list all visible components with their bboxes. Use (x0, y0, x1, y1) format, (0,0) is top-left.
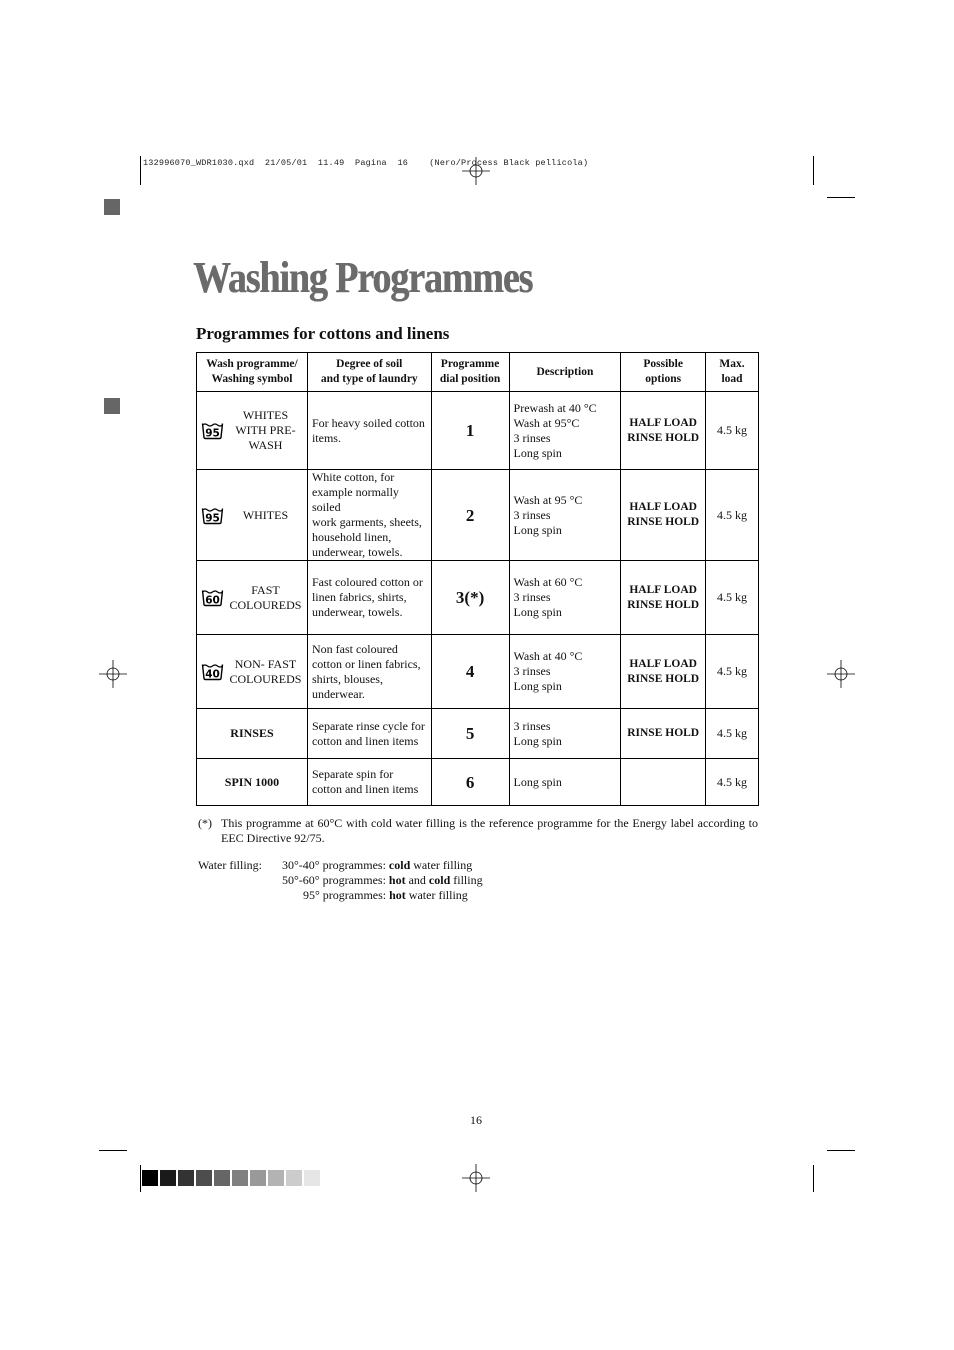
color-swatch (196, 1170, 212, 1186)
page-title: Washing Programmes (193, 253, 533, 302)
description-cell: Wash at 60 °C 3 rinses Long spin (509, 561, 621, 635)
footnote-mark: (*) (198, 816, 212, 830)
dial-position: 4 (431, 635, 509, 709)
dial-position: 3(*) (431, 561, 509, 635)
description-cell: 3 rinses Long spin (509, 709, 621, 759)
crop-mark (827, 197, 855, 198)
programmes-table (196, 352, 759, 806)
table-row (197, 635, 759, 709)
options-cell: RINSE HOLD (621, 709, 706, 759)
wash-cell (197, 635, 308, 709)
programme-name: SPIN 1000 (197, 759, 308, 806)
crop-mark (813, 156, 814, 185)
footnote-text: This programme at 60°C with cold water filling is the reference programme for the Energy label according to EEC Directive 92/75. (221, 816, 758, 845)
header-wash: Wash programme/ Washing symbol (197, 353, 308, 392)
color-swatch (232, 1170, 248, 1186)
wash-cell (197, 470, 308, 561)
crop-mark (813, 1165, 814, 1192)
water-filling-line: 30°-40° programmes: cold water filling (282, 858, 473, 872)
soil-cell: Non fast coloured cotton or linen fabrics, shirts, blouses, underwear. (307, 635, 431, 709)
water-filling-line: 50°-60° programmes: hot and cold filling (282, 873, 483, 887)
section-subtitle: Programmes for cottons and linens (196, 324, 450, 343)
programme-name: WHITES (242, 507, 289, 522)
header-dial: Programme dial position (431, 353, 509, 392)
color-swatch (304, 1170, 320, 1186)
water-filling-label: Water filling: (198, 858, 263, 872)
options-cell: HALF LOAD RINSE HOLD (621, 470, 706, 561)
options-cell: HALF LOAD RINSE HOLD (621, 561, 706, 635)
dial-position: 5 (431, 709, 509, 759)
programme-name: FAST COLOUREDS (229, 582, 302, 612)
wash-tub-symbol-icon (201, 421, 224, 440)
crop-mark (140, 156, 141, 185)
soil-cell: White cotton, for example normally soiled work garments, sheets, household linen, underwear, towels. (307, 470, 431, 561)
crop-mark (140, 1165, 141, 1192)
svg-text:40: 40 (205, 668, 220, 681)
description-cell: Prewash at 40 °C Wash at 95°C 3 rinses Long spin (509, 392, 621, 470)
header-soil: Degree of soil and type of laundry (307, 353, 431, 392)
registration-mark-icon (462, 1164, 490, 1192)
water-filling-line: 95° programmes: hot water filling (303, 888, 468, 902)
soil-cell: Separate rinse cycle for cotton and linen items (307, 709, 431, 759)
wash-tub-symbol-icon (201, 506, 224, 525)
table-row (197, 561, 759, 635)
table-row (197, 759, 759, 806)
dial-position: 1 (431, 392, 509, 470)
options-cell: HALF LOAD RINSE HOLD (621, 392, 706, 470)
max-load: 4.5 kg (706, 635, 759, 709)
registration-mark-icon (827, 660, 855, 688)
marker-square (104, 199, 120, 215)
crop-mark (99, 1150, 127, 1151)
wash-tub-symbol-icon (201, 662, 224, 681)
description-cell: Wash at 40 °C 3 rinses Long spin (509, 635, 621, 709)
table-header-row (197, 353, 759, 392)
svg-text:60: 60 (205, 594, 220, 607)
options-cell: HALF LOAD RINSE HOLD (621, 635, 706, 709)
registration-mark-icon (99, 660, 127, 688)
color-swatch (142, 1170, 158, 1186)
dial-position: 2 (431, 470, 509, 561)
table-row (197, 470, 759, 561)
color-swatch (268, 1170, 284, 1186)
soil-cell: For heavy soiled cotton items. (307, 392, 431, 470)
max-load: 4.5 kg (706, 470, 759, 561)
svg-text:95: 95 (205, 512, 220, 524)
color-swatch (250, 1170, 266, 1186)
description-cell: Wash at 95 °C 3 rinses Long spin (509, 470, 621, 561)
file-slug: 132996070_WDR1030.qxd 21/05/01 11.49 Pagina 16 (Nero/Process Black pellicola) (143, 158, 589, 168)
soil-cell: Fast coloured cotton or linen fabrics, shirts, underwear, towels. (307, 561, 431, 635)
dial-position: 6 (431, 759, 509, 806)
header-load: Max. load (706, 353, 759, 392)
programme-name: WHITES WITH PRE- WASH (235, 408, 296, 452)
crop-mark (827, 1150, 855, 1151)
header-description: Description (509, 353, 621, 392)
marker-square (104, 398, 120, 414)
svg-text:95: 95 (205, 427, 220, 440)
soil-cell: Separate spin for cotton and linen items (307, 759, 431, 806)
options-cell (621, 759, 706, 806)
color-swatch (178, 1170, 194, 1186)
registration-mark-icon (462, 157, 490, 185)
max-load: 4.5 kg (706, 561, 759, 635)
max-load: 4.5 kg (706, 709, 759, 759)
programme-name: NON- FAST COLOUREDS (229, 656, 302, 686)
wash-cell (197, 392, 308, 470)
max-load: 4.5 kg (706, 392, 759, 470)
color-swatch (160, 1170, 176, 1186)
table-row (197, 392, 759, 470)
description-cell: Long spin (509, 759, 621, 806)
wash-cell (197, 561, 308, 635)
max-load: 4.5 kg (706, 759, 759, 806)
header-options: Possible options (621, 353, 706, 392)
color-swatch (214, 1170, 230, 1186)
color-swatch (286, 1170, 302, 1186)
wash-tub-symbol-icon (201, 588, 224, 607)
programme-name: RINSES (197, 709, 308, 759)
table-row (197, 709, 759, 759)
footnote (198, 816, 758, 846)
page-number: 16 (470, 1113, 482, 1127)
